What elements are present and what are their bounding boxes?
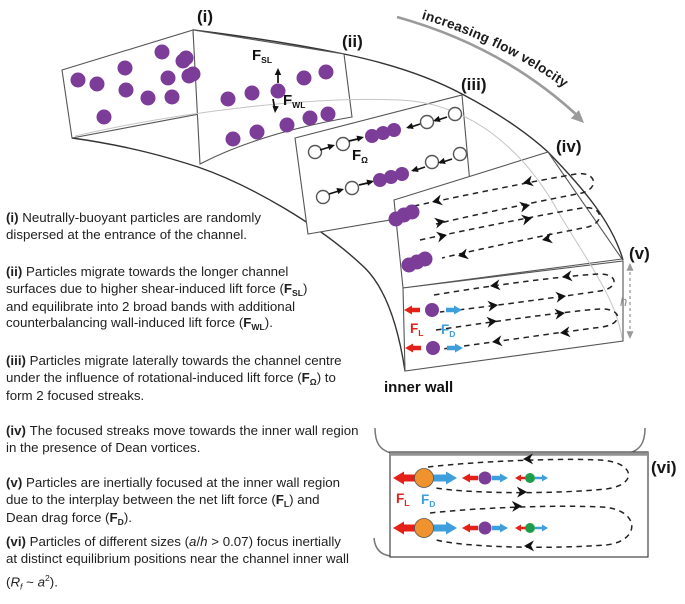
medium-particle: [479, 522, 492, 535]
focused-particle: [425, 303, 439, 317]
note-ii: (ii) Particles migrate towards the longer channel surfaces due to higher shear-induced lift force $(F_{SL})$ and equilibrate into 2 broad bands with additional counterbalancing wall-induced lift force $(F_{WL})$.: [6, 264, 308, 333]
wall-lift-force-label: $F_{WL}$: [283, 92, 306, 110]
panel-label-iv: (iv): [556, 137, 582, 156]
dean-drag-force-label: $F_D$: [441, 322, 456, 339]
callout-bracket: [629, 428, 645, 453]
height-arrowhead-down-icon: [626, 331, 633, 339]
net-lift-force-label: $F_L$: [396, 491, 410, 508]
focused-particle: [426, 341, 440, 355]
net-lift-force-label: $F_L$: [410, 321, 424, 338]
panel-label-i: (i): [197, 7, 214, 26]
panel-label-ii: (ii): [342, 32, 363, 51]
note-iv: (iv) The focused streaks move towards the inner wall region in the presence of Dean vortices.: [6, 423, 359, 455]
small-particle: [525, 473, 535, 483]
large-particle: [415, 469, 434, 488]
note-i: (i) Neutrally-buoyant particles are randomly dispersed at the entrance of the channel.: [6, 210, 261, 242]
height-arrowhead-up-icon: [626, 263, 633, 271]
inner-wall-label: inner wall: [384, 379, 454, 396]
inset-panel-vi: [374, 428, 648, 557]
note-v: (v) Particles are inertially focused at the inner wall region due to the interplay between the net lift force $(F_L)$ and Dean drag force $(F_D)$.: [6, 475, 341, 527]
dean-drag-force-label: $F_D$: [421, 492, 436, 509]
panel-label-vi: (vi): [651, 458, 677, 477]
large-particle: [415, 519, 434, 538]
flow-velocity-label: increasing flow velocity: [420, 7, 572, 91]
rotational-lift-force-label: $F_\Omega$: [352, 147, 368, 165]
note-iii: (iii) Particles migrate laterally towards the channel centre under the influence of rotational-induced lift force $(F_\Omega)$ to form 2 focused streaks.: [6, 353, 342, 403]
medium-particle: [479, 472, 492, 485]
panel-label-v: (v): [629, 244, 650, 263]
channel-height-label: h: [620, 294, 628, 309]
panel-label-iii: (iii): [461, 75, 487, 94]
note-vi: (vi) Particles of different sizes (a/h > 0.07) focus inertially at distinct equilibrium positions near the channel inner wall ($R_f$ ~ $a^2$).: [6, 534, 349, 591]
small-particle: [525, 523, 535, 533]
shear-lift-force-label: $F_{SL}$: [252, 47, 273, 65]
